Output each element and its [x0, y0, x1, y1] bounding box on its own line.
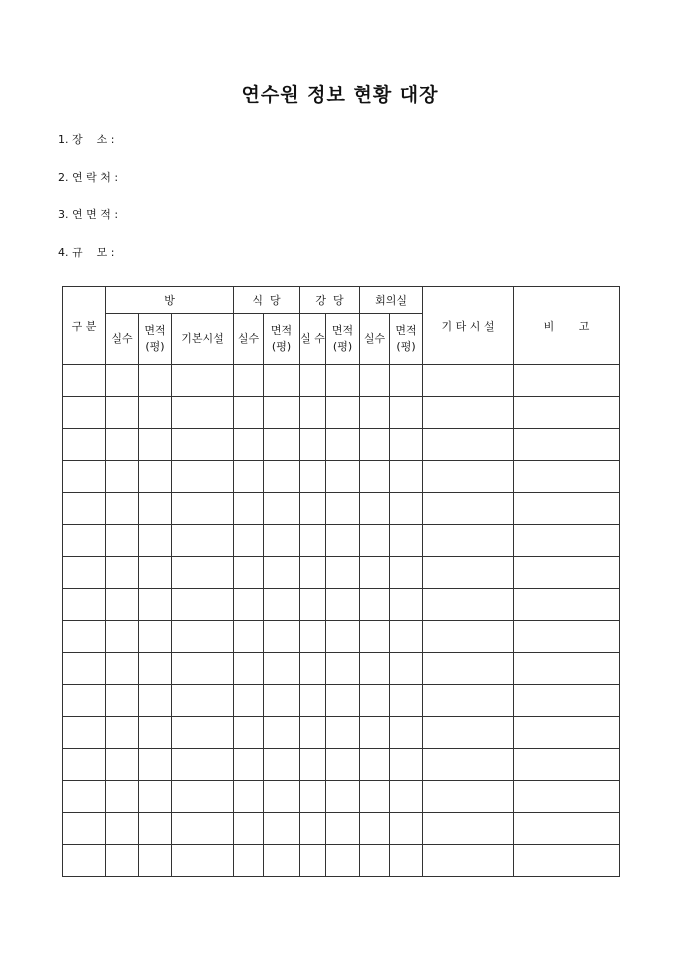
- table-cell[interactable]: [63, 493, 106, 525]
- table-cell[interactable]: [106, 589, 139, 621]
- table-cell[interactable]: [360, 685, 390, 717]
- header-meet-area: 면적 (평): [390, 314, 423, 365]
- table-cell[interactable]: [264, 429, 300, 461]
- header-meet-count: 실수: [360, 314, 390, 365]
- table-cell[interactable]: [360, 557, 390, 589]
- header-category: 구 분: [63, 287, 106, 365]
- table-cell[interactable]: [360, 461, 390, 493]
- table-row: [63, 749, 620, 781]
- table-cell[interactable]: [300, 621, 326, 653]
- table-cell[interactable]: [360, 717, 390, 749]
- table-cell[interactable]: [106, 429, 139, 461]
- table-cell[interactable]: [300, 781, 326, 813]
- table-cell[interactable]: [326, 685, 360, 717]
- table-cell[interactable]: [139, 589, 172, 621]
- table-cell[interactable]: [390, 717, 423, 749]
- table-cell[interactable]: [234, 621, 264, 653]
- table-cell[interactable]: [326, 653, 360, 685]
- table-cell[interactable]: [63, 813, 106, 845]
- table-cell[interactable]: [264, 589, 300, 621]
- table-cell[interactable]: [139, 365, 172, 397]
- table-cell[interactable]: [300, 749, 326, 781]
- table-cell[interactable]: [326, 813, 360, 845]
- table-cell[interactable]: [172, 365, 234, 397]
- table-row: [63, 557, 620, 589]
- table-cell[interactable]: [234, 397, 264, 429]
- table-cell[interactable]: [264, 621, 300, 653]
- table-cell[interactable]: [423, 557, 514, 589]
- header-aud-area: 면적 (평): [326, 314, 360, 365]
- header-room-basic: 기본시설: [172, 314, 234, 365]
- table-cell[interactable]: [326, 557, 360, 589]
- table-cell[interactable]: [264, 813, 300, 845]
- table-cell[interactable]: [139, 685, 172, 717]
- table-cell[interactable]: [139, 781, 172, 813]
- table-cell[interactable]: [172, 685, 234, 717]
- table-cell[interactable]: [106, 557, 139, 589]
- header-aud-count: 실 수: [300, 314, 326, 365]
- table-cell[interactable]: [514, 461, 620, 493]
- table-cell[interactable]: [390, 429, 423, 461]
- table-cell[interactable]: [514, 589, 620, 621]
- table-cell[interactable]: [326, 525, 360, 557]
- table-cell[interactable]: [390, 589, 423, 621]
- table-cell[interactable]: [172, 749, 234, 781]
- table-cell[interactable]: [423, 749, 514, 781]
- table-cell[interactable]: [106, 813, 139, 845]
- table-row: [63, 621, 620, 653]
- table-row: [63, 397, 620, 429]
- table-row: [63, 813, 620, 845]
- table-cell[interactable]: [63, 621, 106, 653]
- table-cell[interactable]: [423, 525, 514, 557]
- table-cell[interactable]: [390, 365, 423, 397]
- table-cell[interactable]: [514, 557, 620, 589]
- table-cell[interactable]: [326, 365, 360, 397]
- table-row: [63, 781, 620, 813]
- table-cell[interactable]: [63, 717, 106, 749]
- table-cell[interactable]: [264, 685, 300, 717]
- table-cell[interactable]: [172, 397, 234, 429]
- table-cell[interactable]: [172, 717, 234, 749]
- table-cell[interactable]: [300, 397, 326, 429]
- table-cell[interactable]: [234, 653, 264, 685]
- table-row: [63, 365, 620, 397]
- table-cell[interactable]: [264, 845, 300, 877]
- table-cell[interactable]: [300, 365, 326, 397]
- table-cell[interactable]: [360, 589, 390, 621]
- table-cell[interactable]: [423, 365, 514, 397]
- table-cell[interactable]: [390, 781, 423, 813]
- table-cell[interactable]: [514, 685, 620, 717]
- table-cell[interactable]: [63, 557, 106, 589]
- table-cell[interactable]: [139, 493, 172, 525]
- table-cell[interactable]: [172, 493, 234, 525]
- table-cell[interactable]: [63, 429, 106, 461]
- table-cell[interactable]: [234, 525, 264, 557]
- table-row: [63, 685, 620, 717]
- table-cell[interactable]: [390, 461, 423, 493]
- header-other-facilities: 기 타 시 설: [423, 287, 514, 365]
- table-cell[interactable]: [106, 621, 139, 653]
- table-row: [63, 429, 620, 461]
- table-cell[interactable]: [423, 493, 514, 525]
- table-cell[interactable]: [423, 813, 514, 845]
- table-cell[interactable]: [300, 525, 326, 557]
- table-row: [63, 845, 620, 877]
- table-cell[interactable]: [172, 589, 234, 621]
- table-cell[interactable]: [106, 525, 139, 557]
- table-cell[interactable]: [234, 717, 264, 749]
- field-location: 1. 장 소 :: [58, 133, 115, 146]
- table-cell[interactable]: [139, 717, 172, 749]
- table-cell[interactable]: [139, 429, 172, 461]
- table-cell[interactable]: [106, 749, 139, 781]
- table-cell[interactable]: [360, 781, 390, 813]
- page-title: 연수원 정보 현황 대장: [241, 84, 439, 106]
- facility-table: [62, 286, 620, 877]
- table-cell[interactable]: [172, 653, 234, 685]
- table-cell[interactable]: [423, 429, 514, 461]
- table-cell[interactable]: [423, 781, 514, 813]
- field-scale: 4. 규 모 :: [58, 245, 115, 259]
- table-cell[interactable]: [360, 365, 390, 397]
- table-cell[interactable]: [264, 717, 300, 749]
- table-cell[interactable]: [390, 557, 423, 589]
- table-cell[interactable]: [106, 845, 139, 877]
- table-cell[interactable]: [172, 781, 234, 813]
- table-cell[interactable]: [106, 717, 139, 749]
- table-cell[interactable]: [326, 589, 360, 621]
- table-cell[interactable]: [106, 653, 139, 685]
- table-cell[interactable]: [514, 429, 620, 461]
- header-room-area: 면적 (평): [139, 314, 172, 365]
- table-cell[interactable]: [234, 685, 264, 717]
- table-cell[interactable]: [514, 813, 620, 845]
- header-dining: 식 당: [234, 287, 300, 314]
- table-cell[interactable]: [423, 621, 514, 653]
- table-cell[interactable]: [300, 557, 326, 589]
- table-cell[interactable]: [172, 461, 234, 493]
- table-cell[interactable]: [63, 365, 106, 397]
- table-row: [63, 493, 620, 525]
- table-cell[interactable]: [360, 621, 390, 653]
- table-cell[interactable]: [326, 429, 360, 461]
- table-cell[interactable]: [172, 525, 234, 557]
- table-cell[interactable]: [139, 557, 172, 589]
- table-cell[interactable]: [423, 461, 514, 493]
- table-cell[interactable]: [360, 525, 390, 557]
- table-cell[interactable]: [360, 749, 390, 781]
- table-cell[interactable]: [360, 653, 390, 685]
- table-body: [63, 365, 620, 877]
- table-cell[interactable]: [63, 749, 106, 781]
- table-cell[interactable]: [264, 365, 300, 397]
- table-cell[interactable]: [423, 685, 514, 717]
- table-cell[interactable]: [63, 589, 106, 621]
- table-cell[interactable]: [106, 781, 139, 813]
- table-cell[interactable]: [300, 653, 326, 685]
- table-cell[interactable]: [326, 781, 360, 813]
- table-cell[interactable]: [390, 845, 423, 877]
- table-cell[interactable]: [514, 525, 620, 557]
- table-cell[interactable]: [139, 749, 172, 781]
- table-cell[interactable]: [423, 397, 514, 429]
- table-cell[interactable]: [264, 397, 300, 429]
- table-cell[interactable]: [514, 397, 620, 429]
- table-cell[interactable]: [360, 845, 390, 877]
- table-cell[interactable]: [390, 621, 423, 653]
- info-fields: [58, 132, 118, 282]
- header-meeting-room: 회의실: [360, 287, 423, 314]
- table-cell[interactable]: [234, 845, 264, 877]
- table-cell[interactable]: [172, 813, 234, 845]
- table-cell[interactable]: [264, 525, 300, 557]
- table-cell[interactable]: [300, 429, 326, 461]
- table-cell[interactable]: [300, 813, 326, 845]
- header-room: 방: [106, 287, 234, 314]
- table-cell[interactable]: [326, 845, 360, 877]
- table-cell[interactable]: [264, 749, 300, 781]
- table-cell[interactable]: [514, 493, 620, 525]
- table-cell[interactable]: [139, 845, 172, 877]
- table-cell[interactable]: [390, 525, 423, 557]
- table-cell[interactable]: [514, 781, 620, 813]
- table-cell[interactable]: [63, 653, 106, 685]
- table-cell[interactable]: [514, 717, 620, 749]
- table-cell[interactable]: [514, 845, 620, 877]
- table-cell[interactable]: [106, 365, 139, 397]
- table-cell[interactable]: [106, 685, 139, 717]
- table-cell[interactable]: [139, 621, 172, 653]
- table-cell[interactable]: [390, 493, 423, 525]
- table-cell[interactable]: [139, 813, 172, 845]
- field-contact: 2. 연 락 처 :: [58, 170, 119, 184]
- table-cell[interactable]: [234, 749, 264, 781]
- table-cell[interactable]: [423, 653, 514, 685]
- header-dining-count: 실수: [234, 314, 264, 365]
- table-cell[interactable]: [360, 493, 390, 525]
- table-cell[interactable]: [514, 749, 620, 781]
- table-cell[interactable]: [300, 717, 326, 749]
- header-auditorium: 강 당: [300, 287, 360, 314]
- table-cell[interactable]: [390, 749, 423, 781]
- table-cell[interactable]: [514, 653, 620, 685]
- table-cell[interactable]: [139, 461, 172, 493]
- table-cell[interactable]: [106, 461, 139, 493]
- table-cell[interactable]: [390, 813, 423, 845]
- table-cell[interactable]: [139, 397, 172, 429]
- table-cell[interactable]: [139, 525, 172, 557]
- table-row: [63, 589, 620, 621]
- table-row: [63, 653, 620, 685]
- table-cell[interactable]: [234, 813, 264, 845]
- header-remarks: 비 고: [514, 287, 620, 365]
- table-cell[interactable]: [106, 397, 139, 429]
- table-cell[interactable]: [390, 685, 423, 717]
- table-row: [63, 525, 620, 557]
- table-cell[interactable]: [63, 685, 106, 717]
- table-row: [63, 717, 620, 749]
- table-cell[interactable]: [63, 461, 106, 493]
- table-cell[interactable]: [326, 717, 360, 749]
- table-cell[interactable]: [172, 557, 234, 589]
- table-cell[interactable]: [63, 781, 106, 813]
- table-cell[interactable]: [514, 365, 620, 397]
- table-cell[interactable]: [63, 525, 106, 557]
- table-cell[interactable]: [326, 621, 360, 653]
- table-cell[interactable]: [172, 845, 234, 877]
- table-cell[interactable]: [300, 685, 326, 717]
- table-cell[interactable]: [172, 429, 234, 461]
- table-cell[interactable]: [264, 461, 300, 493]
- table-cell[interactable]: [264, 781, 300, 813]
- table-cell[interactable]: [172, 621, 234, 653]
- table-cell[interactable]: [360, 813, 390, 845]
- header-room-count: 실수: [106, 314, 139, 365]
- table-row: [63, 461, 620, 493]
- table-cell[interactable]: [234, 781, 264, 813]
- table-cell[interactable]: [106, 493, 139, 525]
- table-cell[interactable]: [390, 397, 423, 429]
- table-cell[interactable]: [234, 557, 264, 589]
- table-cell[interactable]: [234, 589, 264, 621]
- table-cell[interactable]: [360, 429, 390, 461]
- table-cell[interactable]: [264, 653, 300, 685]
- table-cell[interactable]: [139, 653, 172, 685]
- table-cell[interactable]: [63, 845, 106, 877]
- table-cell[interactable]: [326, 461, 360, 493]
- table-cell[interactable]: [234, 493, 264, 525]
- table-cell[interactable]: [423, 717, 514, 749]
- table-cell[interactable]: [234, 461, 264, 493]
- table-cell[interactable]: [423, 845, 514, 877]
- table-cell[interactable]: [300, 845, 326, 877]
- table-cell[interactable]: [234, 429, 264, 461]
- table-cell[interactable]: [264, 493, 300, 525]
- table-cell[interactable]: [264, 557, 300, 589]
- table-cell[interactable]: [326, 397, 360, 429]
- table-cell[interactable]: [326, 749, 360, 781]
- field-floor-area: 3. 연 면 적 :: [58, 208, 119, 221]
- table-cell[interactable]: [63, 397, 106, 429]
- table-cell[interactable]: [300, 493, 326, 525]
- table-cell[interactable]: [514, 621, 620, 653]
- table-cell[interactable]: [300, 461, 326, 493]
- table-cell[interactable]: [300, 589, 326, 621]
- table-cell[interactable]: [390, 653, 423, 685]
- table-cell[interactable]: [326, 493, 360, 525]
- table-cell[interactable]: [234, 365, 264, 397]
- table-cell[interactable]: [360, 397, 390, 429]
- table-cell[interactable]: [423, 589, 514, 621]
- header-dining-area: 면적 (평): [264, 314, 300, 365]
